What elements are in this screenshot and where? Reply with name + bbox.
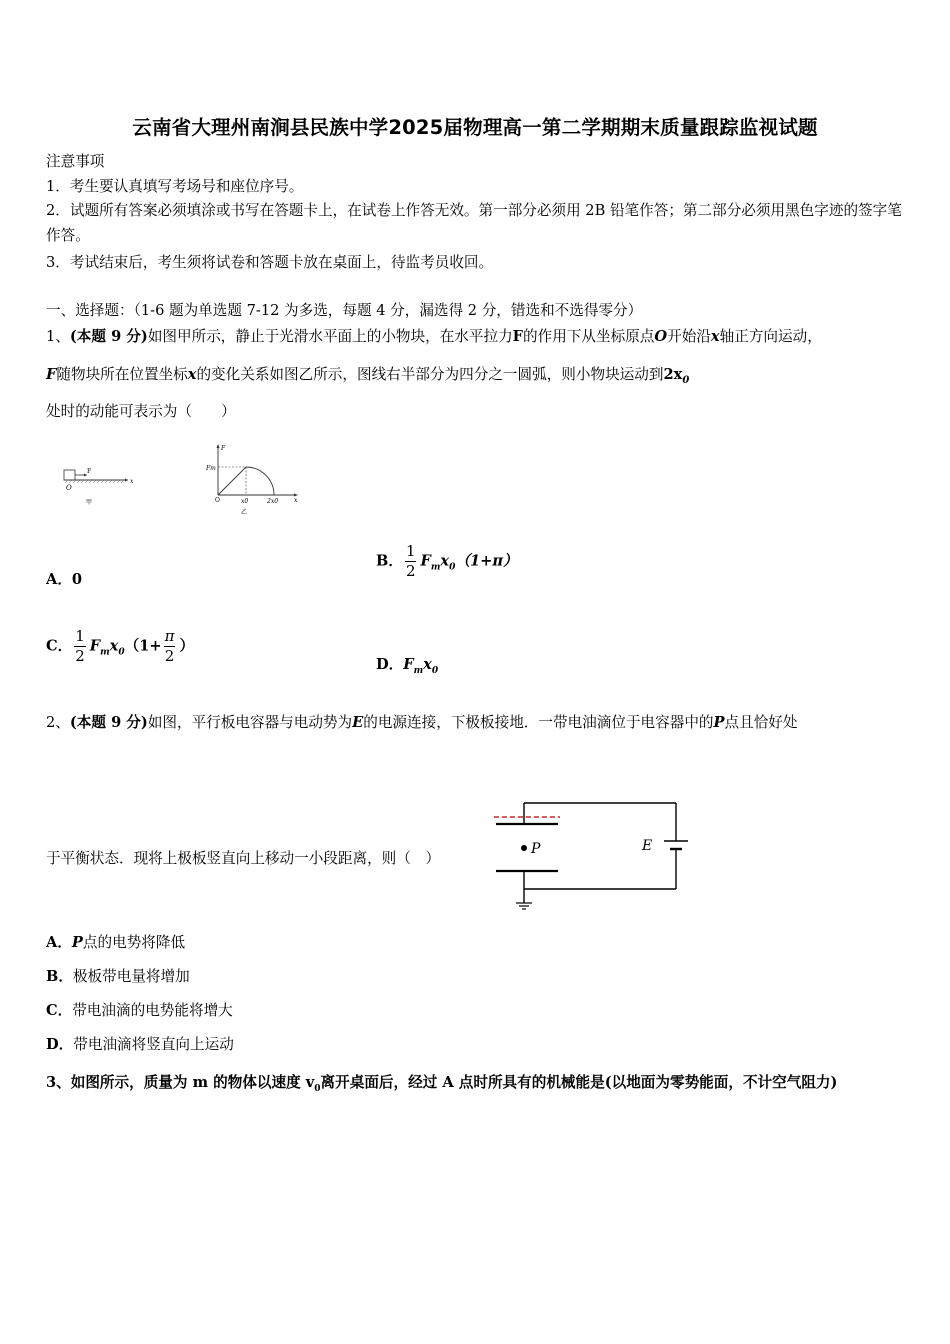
paren-close: ） (179, 637, 195, 655)
q1-text: 的作用下从坐标原点 (523, 328, 655, 345)
q2-option-d[interactable] (46, 1035, 234, 1055)
quarter-arc (246, 467, 274, 495)
F: F (403, 656, 414, 673)
ground-symbol (516, 903, 532, 909)
q1-option-c[interactable] (46, 628, 194, 665)
q1-line-1 (46, 327, 822, 347)
paren-open: （1+ (124, 637, 162, 655)
notice-item-3: 3．考试结束后，考生须将试卷和答题卡放在桌面上，待监考员收回。 (46, 254, 494, 271)
yi-caption: 乙 (241, 509, 248, 516)
q1-F: F (46, 366, 57, 383)
q2-prefix: 2、 (46, 714, 70, 731)
x: x (440, 552, 450, 570)
fraction-one-half (405, 543, 417, 580)
yi-Fm-label: Fm (206, 465, 216, 472)
q3-text-1: 3、如图所示，质量为 (46, 1074, 193, 1091)
yi-O-label: O (215, 497, 220, 504)
sub-m: m (100, 647, 110, 658)
yi-x-label: x (294, 497, 298, 504)
q1-option-d[interactable] (376, 655, 438, 681)
q1-text: 轴正方向运动， (719, 328, 822, 345)
figure-yi (204, 440, 304, 520)
q2-option-b[interactable] (46, 967, 190, 987)
notice-item-2: 2．试题所有答案必须填涂或书写在答题卡上，在试卷上作答无效。第一部分必须用 2B 铅笔作答；第二部分必须用黑色字迹的签字笔作答。 (46, 202, 902, 244)
frac-den: 2 (164, 647, 175, 665)
fraction-one-half (74, 628, 86, 665)
frac-den: 2 (405, 562, 416, 580)
q1-tag: (本题 9 分) (69, 328, 148, 345)
ground-hatch (65, 480, 124, 483)
tail: （1+π） (455, 552, 518, 570)
section-heading: 一、选择题：（1-6 题为单选题 7-12 为多选，每题 4 分，漏选得 2 分，错选和不选得零分） (46, 302, 643, 319)
q2-option-a[interactable] (46, 933, 185, 953)
jia-F-label: F (87, 468, 92, 475)
y-axis-head (217, 444, 220, 448)
option-label: B． (46, 968, 73, 985)
q3-sub0: 0 (314, 1083, 321, 1094)
q1-O: O (654, 328, 668, 345)
q1-text: 的变化关系如图乙所示，图线右半部分为四分之一圆弧，则小物块运动到 (196, 366, 664, 383)
option-label: B． (376, 552, 403, 570)
option-text: 极板带电量将增加 (72, 968, 190, 985)
q2-P: P (713, 714, 725, 731)
F: F (89, 637, 101, 655)
q2-text: 如图，平行板电容器与电动势为 (147, 714, 353, 731)
x: x (423, 656, 432, 673)
linear-segment (218, 467, 246, 495)
option-label: D． (46, 1036, 74, 1053)
q1-line-3: 处时的动能可表示为（ ） (46, 403, 236, 420)
q1-text: 如图甲所示，静止于光滑水平面上的小物块，在水平拉力 (147, 328, 513, 345)
fraction-pi-half (164, 628, 176, 665)
yi-x0-label: x0 (241, 498, 249, 505)
jia-O-label: O (66, 484, 72, 492)
x-axis-head (125, 479, 128, 482)
option-label: C． (46, 637, 73, 655)
q2-text: 点且恰好处 (724, 714, 798, 731)
q2-text: 的电源连接，下极板接地．一带电油滴位于电容器中的 (363, 714, 714, 731)
q1-prefix: 1、 (46, 328, 70, 345)
q2-option-c[interactable] (46, 1001, 233, 1021)
q1-option-a[interactable] (46, 570, 82, 590)
emf-label: E (642, 838, 653, 854)
q2-E: E (352, 714, 364, 731)
yi-F-label: F (221, 445, 226, 452)
x: x (109, 637, 119, 655)
sub-m: m (430, 562, 441, 573)
q1-x: x (710, 328, 720, 345)
F: F (420, 552, 431, 570)
option-text: 带电油滴的电势能将增大 (72, 1002, 233, 1019)
oil-drop-point (521, 845, 527, 851)
figure-jia (58, 462, 138, 510)
q3-text-3: 离开桌面后，经过 A 点时所具有的机械能是(以地面为零势能面，不计空气阻力) (320, 1074, 838, 1091)
option-label: A． (46, 934, 72, 951)
option-em: P (71, 934, 83, 951)
q3-text-2: 的物体以速度 v (208, 1074, 315, 1091)
frac-num: π (164, 627, 175, 645)
frac-num: 1 (75, 627, 85, 645)
q3-m: m (192, 1074, 209, 1091)
option-text: 带电油滴将竖直向上运动 (73, 1036, 234, 1053)
frac-num: 1 (405, 542, 416, 560)
q2-line-2: 于平衡状态．现将上极板竖直向上移动一小段距离，则（ ） (46, 850, 441, 867)
figure-capacitor-circuit (488, 795, 694, 917)
q2-line-1 (46, 713, 798, 733)
yi-2x0-label: 2x0 (267, 498, 279, 505)
frac-den: 2 (75, 647, 85, 665)
jia-caption: 甲 (86, 499, 93, 506)
q1-text: 随物块所在位置坐标 (56, 366, 188, 383)
q1-text: 开始沿 (667, 328, 711, 345)
q1-option-b[interactable] (376, 543, 518, 580)
sub-0: 0 (449, 562, 456, 573)
jia-x-label: x (130, 478, 134, 485)
option-label: C． (46, 1002, 73, 1019)
sub-0: 0 (118, 647, 125, 658)
q1-x: x (187, 366, 197, 383)
page-title: 云南省大理州南涧县民族中学2025届物理高一第二学期期末质量跟踪监视试题 (132, 116, 818, 139)
sub-m: m (413, 665, 424, 676)
sub-0: 0 (431, 665, 439, 676)
option-text: 0 (71, 571, 83, 588)
option-text: 点的电势将降低 (82, 934, 186, 951)
q1-sub0: 0 (682, 374, 690, 386)
point-p-label: P (531, 841, 541, 857)
option-label: D． (376, 656, 404, 673)
q1-2x: 2x (663, 366, 683, 383)
block (64, 470, 75, 480)
notice-item-1: 1．考生要认真填写考场号和座位序号。 (46, 178, 304, 195)
q1-line-2 (46, 365, 689, 391)
q2-tag: (本题 9 分) (69, 714, 148, 731)
q3-text (46, 1064, 908, 1108)
q1-F: F (512, 328, 524, 345)
option-label: A． (46, 571, 72, 588)
notice-heading: 注意事项 (46, 153, 105, 170)
